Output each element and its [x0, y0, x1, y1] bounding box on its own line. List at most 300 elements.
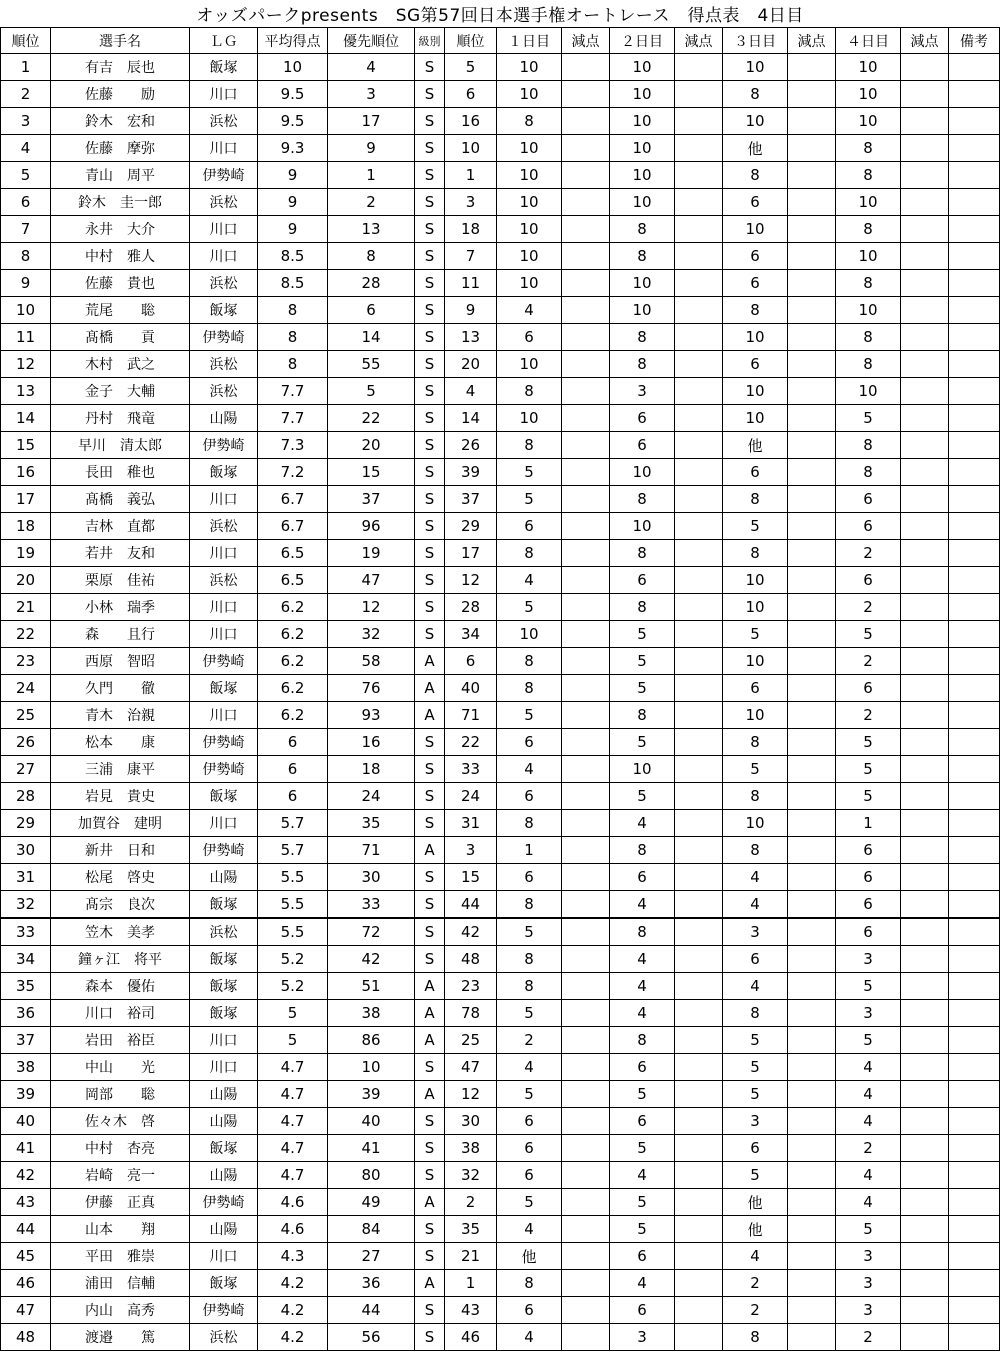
deduct2-cell	[675, 729, 723, 756]
day2-cell: 5	[610, 675, 675, 702]
deduct4-cell	[901, 1054, 949, 1081]
priority-cell: 36	[328, 1270, 415, 1297]
class-cell: S	[415, 54, 445, 81]
league-cell: 川口	[190, 1027, 258, 1054]
day1-cell: 5	[497, 702, 562, 729]
deduct3-cell	[788, 405, 836, 432]
notes-cell	[949, 621, 1000, 648]
class-cell: S	[415, 567, 445, 594]
day4-cell: 3	[836, 946, 901, 973]
day2-cell: 6	[610, 864, 675, 891]
deduct2-cell	[675, 1054, 723, 1081]
priority-cell: 14	[328, 324, 415, 351]
deduct4-cell	[901, 162, 949, 189]
avg-score-cell: 4.2	[258, 1297, 328, 1324]
deduct3-cell	[788, 297, 836, 324]
day4-cell: 8	[836, 459, 901, 486]
racer-name-cell: 川口 裕司	[51, 1000, 190, 1027]
deduct2-cell	[675, 189, 723, 216]
prev-rank-cell: 1	[445, 162, 497, 189]
class-cell: S	[415, 729, 445, 756]
deduct4-cell	[901, 216, 949, 243]
deduct4-cell	[901, 243, 949, 270]
deduct3-cell	[788, 810, 836, 837]
day1-cell: 8	[497, 1270, 562, 1297]
class-cell: S	[415, 756, 445, 783]
deduct3-cell	[788, 756, 836, 783]
avg-score-cell: 5.7	[258, 810, 328, 837]
deduct2-cell	[675, 324, 723, 351]
priority-cell: 71	[328, 837, 415, 864]
league-cell: 伊勢崎	[190, 1297, 258, 1324]
deduct3-cell	[788, 1324, 836, 1351]
col-rank-header: 順位	[1, 28, 51, 54]
day2-cell: 10	[610, 54, 675, 81]
deduct3-cell	[788, 1000, 836, 1027]
priority-cell: 2	[328, 189, 415, 216]
notes-cell	[949, 756, 1000, 783]
day2-cell: 4	[610, 810, 675, 837]
table-row	[1, 1189, 1000, 1216]
day4-cell: 4	[836, 1081, 901, 1108]
priority-cell: 55	[328, 351, 415, 378]
league-cell: 川口	[190, 243, 258, 270]
deduct3-cell	[788, 270, 836, 297]
day2-cell: 5	[610, 1081, 675, 1108]
notes-cell	[949, 270, 1000, 297]
deduct3-cell	[788, 459, 836, 486]
deduct2-cell	[675, 405, 723, 432]
rank-cell: 6	[1, 189, 51, 216]
day1-cell: 6	[497, 513, 562, 540]
day2-cell: 10	[610, 756, 675, 783]
deduct4-cell	[901, 1108, 949, 1135]
table-row	[1, 621, 1000, 648]
day3-cell: 8	[723, 1324, 788, 1351]
col-avg-score-header: 平均得点	[258, 28, 328, 54]
racer-name-cell: 新井 日和	[51, 837, 190, 864]
deduct4-cell	[901, 540, 949, 567]
class-cell: S	[415, 486, 445, 513]
table-row	[1, 270, 1000, 297]
deduct1-cell	[562, 1243, 610, 1270]
notes-cell	[949, 216, 1000, 243]
deduct2-cell	[675, 540, 723, 567]
racer-name-cell: 髙宗 良次	[51, 891, 190, 919]
notes-cell	[949, 1243, 1000, 1270]
table-row	[1, 1135, 1000, 1162]
day2-cell: 10	[610, 297, 675, 324]
league-cell: 飯塚	[190, 891, 258, 919]
day3-cell: 4	[723, 891, 788, 919]
day1-cell: 5	[497, 918, 562, 946]
rank-cell: 9	[1, 270, 51, 297]
table-row	[1, 918, 1000, 946]
deduct1-cell	[562, 810, 610, 837]
league-cell: 伊勢崎	[190, 837, 258, 864]
deduct4-cell	[901, 891, 949, 919]
deduct2-cell	[675, 702, 723, 729]
class-cell: S	[415, 216, 445, 243]
table-row	[1, 513, 1000, 540]
table-row	[1, 675, 1000, 702]
class-cell: S	[415, 891, 445, 919]
col-day4-header: ４日目	[836, 28, 901, 54]
prev-rank-cell: 3	[445, 189, 497, 216]
day3-cell: 5	[723, 1027, 788, 1054]
deduct3-cell	[788, 1270, 836, 1297]
day2-cell: 10	[610, 189, 675, 216]
deduct4-cell	[901, 864, 949, 891]
day1-cell: 8	[497, 891, 562, 919]
deduct1-cell	[562, 216, 610, 243]
prev-rank-cell: 43	[445, 1297, 497, 1324]
deduct1-cell	[562, 918, 610, 946]
prev-rank-cell: 47	[445, 1054, 497, 1081]
prev-rank-cell: 78	[445, 1000, 497, 1027]
class-cell: S	[415, 1162, 445, 1189]
deduct1-cell	[562, 1216, 610, 1243]
deduct2-cell	[675, 216, 723, 243]
league-cell: 川口	[190, 1054, 258, 1081]
deduct1-cell	[562, 405, 610, 432]
col-notes-header: 備考	[949, 28, 1000, 54]
col-day3-header: ３日目	[723, 28, 788, 54]
deduct2-cell	[675, 1297, 723, 1324]
day3-cell: 6	[723, 459, 788, 486]
rank-cell: 22	[1, 621, 51, 648]
class-cell: S	[415, 270, 445, 297]
deduct1-cell	[562, 702, 610, 729]
table-row	[1, 108, 1000, 135]
deduct1-cell	[562, 1108, 610, 1135]
racer-name-cell: 渡邉 篤	[51, 1324, 190, 1351]
class-cell: S	[415, 864, 445, 891]
day2-cell: 8	[610, 918, 675, 946]
day1-cell: 8	[497, 675, 562, 702]
league-cell: 飯塚	[190, 1000, 258, 1027]
col-deduct1-header: 減点	[562, 28, 610, 54]
table-row	[1, 540, 1000, 567]
rank-cell: 46	[1, 1270, 51, 1297]
prev-rank-cell: 17	[445, 540, 497, 567]
day3-cell: 5	[723, 1162, 788, 1189]
priority-cell: 4	[328, 54, 415, 81]
day2-cell: 6	[610, 1054, 675, 1081]
deduct4-cell	[901, 459, 949, 486]
priority-cell: 28	[328, 270, 415, 297]
priority-cell: 12	[328, 594, 415, 621]
notes-cell	[949, 243, 1000, 270]
deduct1-cell	[562, 324, 610, 351]
day1-cell: 8	[497, 432, 562, 459]
rank-cell: 42	[1, 1162, 51, 1189]
deduct3-cell	[788, 378, 836, 405]
league-cell: 飯塚	[190, 297, 258, 324]
rank-cell: 11	[1, 324, 51, 351]
deduct2-cell	[675, 837, 723, 864]
deduct2-cell	[675, 243, 723, 270]
deduct4-cell	[901, 621, 949, 648]
table-row	[1, 1027, 1000, 1054]
deduct1-cell	[562, 1162, 610, 1189]
avg-score-cell: 5	[258, 1000, 328, 1027]
racer-name-cell: 伊藤 正真	[51, 1189, 190, 1216]
deduct1-cell	[562, 378, 610, 405]
deduct1-cell	[562, 108, 610, 135]
rank-cell: 37	[1, 1027, 51, 1054]
day3-cell: 8	[723, 81, 788, 108]
day4-cell: 3	[836, 1270, 901, 1297]
priority-cell: 3	[328, 81, 415, 108]
deduct4-cell	[901, 189, 949, 216]
league-cell: 飯塚	[190, 1270, 258, 1297]
deduct1-cell	[562, 648, 610, 675]
priority-cell: 84	[328, 1216, 415, 1243]
rank-cell: 34	[1, 946, 51, 973]
day4-cell: 2	[836, 1135, 901, 1162]
day1-cell: 他	[497, 1243, 562, 1270]
league-cell: 伊勢崎	[190, 162, 258, 189]
deduct4-cell	[901, 486, 949, 513]
class-cell: S	[415, 1135, 445, 1162]
deduct4-cell	[901, 432, 949, 459]
day4-cell: 10	[836, 54, 901, 81]
notes-cell	[949, 864, 1000, 891]
table-row	[1, 378, 1000, 405]
prev-rank-cell: 20	[445, 351, 497, 378]
day2-cell: 8	[610, 351, 675, 378]
class-cell: A	[415, 837, 445, 864]
notes-cell	[949, 973, 1000, 1000]
class-cell: A	[415, 675, 445, 702]
deduct2-cell	[675, 162, 723, 189]
class-cell: A	[415, 1081, 445, 1108]
deduct2-cell	[675, 1216, 723, 1243]
day4-cell: 5	[836, 783, 901, 810]
class-cell: S	[415, 513, 445, 540]
day3-cell: 10	[723, 567, 788, 594]
table-row	[1, 946, 1000, 973]
priority-cell: 44	[328, 1297, 415, 1324]
day1-cell: 8	[497, 108, 562, 135]
deduct4-cell	[901, 1027, 949, 1054]
league-cell: 伊勢崎	[190, 648, 258, 675]
deduct2-cell	[675, 1000, 723, 1027]
deduct1-cell	[562, 1135, 610, 1162]
day4-cell: 6	[836, 891, 901, 919]
deduct4-cell	[901, 1081, 949, 1108]
deduct1-cell	[562, 54, 610, 81]
prev-rank-cell: 18	[445, 216, 497, 243]
day4-cell: 6	[836, 918, 901, 946]
prev-rank-cell: 15	[445, 864, 497, 891]
day3-cell: 5	[723, 756, 788, 783]
racer-name-cell: 笠木 美孝	[51, 918, 190, 946]
day3-cell: 5	[723, 513, 788, 540]
table-row	[1, 324, 1000, 351]
rank-cell: 10	[1, 297, 51, 324]
day2-cell: 8	[610, 324, 675, 351]
day3-cell: 10	[723, 216, 788, 243]
prev-rank-cell: 9	[445, 297, 497, 324]
deduct4-cell	[901, 1000, 949, 1027]
racer-name-cell: 髙橋 義弘	[51, 486, 190, 513]
notes-cell	[949, 135, 1000, 162]
racer-name-cell: 岩田 裕臣	[51, 1027, 190, 1054]
class-cell: A	[415, 1270, 445, 1297]
prev-rank-cell: 1	[445, 1270, 497, 1297]
deduct3-cell	[788, 189, 836, 216]
deduct2-cell	[675, 756, 723, 783]
deduct4-cell	[901, 918, 949, 946]
deduct4-cell	[901, 702, 949, 729]
prev-rank-cell: 10	[445, 135, 497, 162]
day2-cell: 6	[610, 1243, 675, 1270]
priority-cell: 22	[328, 405, 415, 432]
day4-cell: 2	[836, 594, 901, 621]
league-cell: 川口	[190, 135, 258, 162]
rank-cell: 45	[1, 1243, 51, 1270]
day4-cell: 6	[836, 567, 901, 594]
deduct4-cell	[901, 135, 949, 162]
deduct2-cell	[675, 486, 723, 513]
deduct3-cell	[788, 54, 836, 81]
day2-cell: 5	[610, 783, 675, 810]
day3-cell: 他	[723, 135, 788, 162]
rank-cell: 27	[1, 756, 51, 783]
racer-name-cell: 久門 徹	[51, 675, 190, 702]
league-cell: 山陽	[190, 864, 258, 891]
day1-cell: 6	[497, 864, 562, 891]
col-class-header: 級別	[415, 28, 445, 54]
day1-cell: 6	[497, 1135, 562, 1162]
table-row	[1, 783, 1000, 810]
avg-score-cell: 7.7	[258, 405, 328, 432]
rank-cell: 20	[1, 567, 51, 594]
table-row	[1, 297, 1000, 324]
col-name-header: 選手名	[51, 28, 190, 54]
day4-cell: 5	[836, 1216, 901, 1243]
deduct4-cell	[901, 1216, 949, 1243]
avg-score-cell: 6.2	[258, 675, 328, 702]
priority-cell: 37	[328, 486, 415, 513]
day1-cell: 5	[497, 1189, 562, 1216]
day3-cell: 8	[723, 837, 788, 864]
day3-cell: 6	[723, 675, 788, 702]
priority-cell: 39	[328, 1081, 415, 1108]
avg-score-cell: 4.2	[258, 1270, 328, 1297]
table-row	[1, 351, 1000, 378]
league-cell: 浜松	[190, 567, 258, 594]
day2-cell: 10	[610, 81, 675, 108]
racer-name-cell: 佐藤 摩弥	[51, 135, 190, 162]
deduct1-cell	[562, 432, 610, 459]
prev-rank-cell: 32	[445, 1162, 497, 1189]
avg-score-cell: 9.5	[258, 81, 328, 108]
deduct1-cell	[562, 675, 610, 702]
prev-rank-cell: 42	[445, 918, 497, 946]
class-cell: S	[415, 378, 445, 405]
avg-score-cell: 4.7	[258, 1054, 328, 1081]
table-row	[1, 459, 1000, 486]
table-row	[1, 567, 1000, 594]
day3-cell: 10	[723, 54, 788, 81]
day1-cell: 4	[497, 1324, 562, 1351]
day3-cell: 10	[723, 405, 788, 432]
prev-rank-cell: 22	[445, 729, 497, 756]
prev-rank-cell: 13	[445, 324, 497, 351]
deduct2-cell	[675, 918, 723, 946]
racer-name-cell: 松本 康	[51, 729, 190, 756]
avg-score-cell: 8.5	[258, 270, 328, 297]
day1-cell: 4	[497, 567, 562, 594]
deduct4-cell	[901, 783, 949, 810]
deduct1-cell	[562, 270, 610, 297]
day3-cell: 8	[723, 1000, 788, 1027]
deduct2-cell	[675, 297, 723, 324]
prev-rank-cell: 16	[445, 108, 497, 135]
day2-cell: 8	[610, 243, 675, 270]
table-row	[1, 1054, 1000, 1081]
notes-cell	[949, 1324, 1000, 1351]
deduct3-cell	[788, 837, 836, 864]
notes-cell	[949, 567, 1000, 594]
league-cell: 飯塚	[190, 459, 258, 486]
table-row	[1, 729, 1000, 756]
league-cell: 川口	[190, 540, 258, 567]
deduct3-cell	[788, 1189, 836, 1216]
league-cell: 飯塚	[190, 675, 258, 702]
prev-rank-cell: 34	[445, 621, 497, 648]
deduct2-cell	[675, 810, 723, 837]
notes-cell	[949, 1297, 1000, 1324]
prev-rank-cell: 12	[445, 1081, 497, 1108]
league-cell: 浜松	[190, 1324, 258, 1351]
class-cell: S	[415, 135, 445, 162]
col-deduct2-header: 減点	[675, 28, 723, 54]
class-cell: S	[415, 243, 445, 270]
day2-cell: 3	[610, 378, 675, 405]
day4-cell: 5	[836, 621, 901, 648]
avg-score-cell: 5.5	[258, 918, 328, 946]
deduct1-cell	[562, 837, 610, 864]
day2-cell: 10	[610, 513, 675, 540]
class-cell: A	[415, 973, 445, 1000]
day1-cell: 10	[497, 243, 562, 270]
notes-cell	[949, 405, 1000, 432]
league-cell: 山陽	[190, 405, 258, 432]
day4-cell: 3	[836, 1000, 901, 1027]
notes-cell	[949, 675, 1000, 702]
deduct4-cell	[901, 594, 949, 621]
class-cell: S	[415, 1216, 445, 1243]
racer-name-cell: 早川 清太郎	[51, 432, 190, 459]
avg-score-cell: 5	[258, 1027, 328, 1054]
rank-cell: 1	[1, 54, 51, 81]
day3-cell: 8	[723, 540, 788, 567]
prev-rank-cell: 6	[445, 648, 497, 675]
class-cell: S	[415, 405, 445, 432]
day2-cell: 5	[610, 1216, 675, 1243]
day3-cell: 他	[723, 1216, 788, 1243]
league-cell: 山陽	[190, 1108, 258, 1135]
deduct2-cell	[675, 1270, 723, 1297]
prev-rank-cell: 46	[445, 1324, 497, 1351]
day1-cell: 6	[497, 324, 562, 351]
class-cell: A	[415, 648, 445, 675]
prev-rank-cell: 39	[445, 459, 497, 486]
